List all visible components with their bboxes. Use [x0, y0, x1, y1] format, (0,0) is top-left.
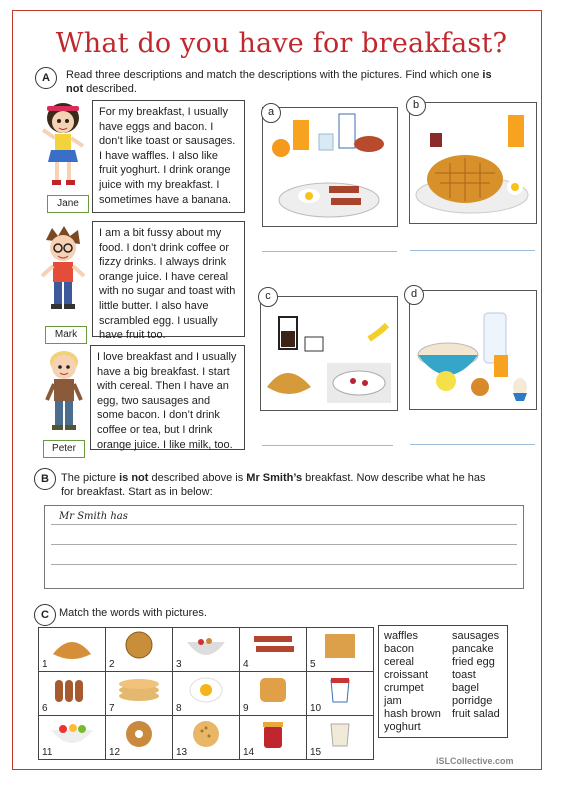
grid-number: 10	[310, 703, 322, 714]
picture-b-drawing	[410, 103, 536, 223]
writing-starter: Mr Smith has	[59, 511, 128, 522]
pancake-picture	[106, 672, 172, 710]
grid-cell	[307, 672, 374, 716]
picture-b-letter: b	[406, 96, 426, 116]
peter-illustration	[40, 346, 88, 438]
b-text-1: The picture	[61, 472, 120, 484]
picture-d-letter: d	[404, 285, 424, 305]
grid-number: 12	[109, 747, 121, 758]
grid-number: 4	[243, 659, 249, 670]
grid-number: 9	[243, 703, 249, 714]
word-item: porridge	[452, 695, 493, 707]
answer-line-a	[262, 251, 397, 252]
hash-brown-picture	[106, 628, 172, 666]
grid-number: 13	[176, 747, 188, 758]
grid-number: 11	[42, 747, 53, 758]
word-item: yoghurt	[384, 721, 421, 733]
grid-cell	[240, 628, 307, 672]
answer-line-d	[410, 444, 535, 445]
b-bold-2: Mr Smith’s	[246, 472, 303, 484]
name-label-mark: Mark	[45, 326, 87, 344]
section-b-instruction	[61, 471, 501, 499]
answer-line-b	[410, 250, 535, 251]
section-c-instruction: Match the words with pictures.	[59, 607, 207, 619]
instruction-bold: is not	[66, 69, 492, 95]
grid-cell	[173, 628, 240, 672]
grid-cell	[240, 672, 307, 716]
description-jane: For my breakfast, I usually have eggs and bacon. I don’t like toast or sausages. I have waffles. I also like fruit yoghurt. I drink orange juice with my breakfast. I sometimes have a banana.	[92, 100, 245, 213]
crumpet-picture	[307, 628, 373, 666]
picture-d-drawing	[410, 291, 536, 409]
picture-a	[262, 107, 398, 227]
word-item: pancake	[452, 643, 494, 655]
word-item: bacon	[384, 643, 414, 655]
word-item: hash brown	[384, 708, 441, 720]
grid-number: 2	[109, 659, 115, 670]
description-mark: I am a bit fussy about my food. I don’t drink coffee or fizzy drinks. I always drink orange juice. I have cereal with no sugar and toast with little butter. I also have scrambled egg. I usually have fruit too.	[92, 221, 245, 337]
instruction-text: Read three descriptions and match the descriptions with the pictures. Find which one	[66, 69, 483, 81]
grid-number: 5	[310, 659, 316, 670]
grid-cell	[173, 672, 240, 716]
grid-number: 6	[42, 703, 48, 714]
word-item: cereal	[384, 656, 414, 668]
answer-line-c	[262, 445, 393, 446]
jane-illustration	[38, 98, 88, 194]
word-item: fruit salad	[452, 708, 500, 720]
bacon-picture	[240, 628, 306, 666]
sausages-picture	[39, 672, 105, 710]
word-item: jam	[384, 695, 402, 707]
grid-cell	[307, 716, 374, 760]
writing-line	[51, 544, 517, 545]
toast-picture	[240, 672, 306, 710]
grid-cell	[39, 672, 106, 716]
page-title: What do you have for breakfast?	[55, 28, 508, 59]
name-label-peter: Peter	[43, 440, 85, 458]
b-text-2: described above is	[148, 472, 247, 484]
footer-watermark: iSLCollective.com	[436, 756, 514, 766]
grid-cell	[307, 628, 374, 672]
picture-a-drawing	[263, 108, 397, 226]
word-item: sausages	[452, 630, 500, 642]
grid-cell	[39, 628, 106, 672]
section-c-marker: C	[34, 604, 56, 626]
food-picture-grid	[38, 627, 374, 760]
word-bank	[378, 625, 508, 738]
grid-cell	[106, 628, 173, 672]
name-label-jane: Jane	[47, 195, 89, 213]
b-bold-1: is not	[119, 472, 149, 484]
picture-c	[260, 296, 398, 411]
grid-number: 3	[176, 659, 182, 670]
word-item: waffles	[384, 630, 419, 642]
picture-b	[409, 102, 537, 224]
grid-number: 7	[109, 703, 115, 714]
picture-c-letter: c	[258, 287, 278, 307]
writing-line	[51, 564, 517, 565]
section-a-instruction	[66, 68, 496, 96]
grid-cell	[240, 716, 307, 760]
b-text-3: breakfast. Now describe what he has for breakfast. Start as in below:	[61, 472, 486, 498]
word-item: bagel	[452, 682, 479, 694]
instruction-text-end: described.	[83, 83, 137, 95]
word-bank-right-column	[452, 630, 500, 721]
grid-cell	[173, 716, 240, 760]
writing-line	[51, 524, 517, 525]
grid-number: 8	[176, 703, 182, 714]
grid-cell	[39, 716, 106, 760]
description-peter: I love breakfast and I usually have a big breakfast. I start with cereal. Then I have an egg, two sausages and some bacon. I don’t drink coffee or tea, but I drink orange juice. I like milk, too.	[90, 345, 245, 450]
grid-number: 14	[243, 747, 255, 758]
grid-number: 1	[42, 659, 48, 670]
word-item: croissant	[384, 669, 429, 681]
writing-box[interactable]	[44, 505, 524, 589]
picture-d	[409, 290, 537, 410]
word-item: toast	[452, 669, 476, 681]
fried-egg-picture	[173, 672, 239, 710]
cereal-picture	[173, 628, 239, 666]
picture-c-drawing	[261, 297, 397, 410]
picture-a-letter: a	[261, 103, 281, 123]
mark-illustration	[38, 226, 88, 318]
section-b-marker: B	[34, 468, 56, 490]
croissant-picture	[39, 628, 105, 666]
word-bank-left-column	[384, 630, 441, 734]
grid-cell	[106, 716, 173, 760]
word-item: crumpet	[384, 682, 424, 694]
grid-cell	[106, 672, 173, 716]
word-item: fried egg	[452, 656, 495, 668]
grid-number: 15	[310, 747, 322, 758]
section-a-marker: A	[35, 67, 57, 89]
